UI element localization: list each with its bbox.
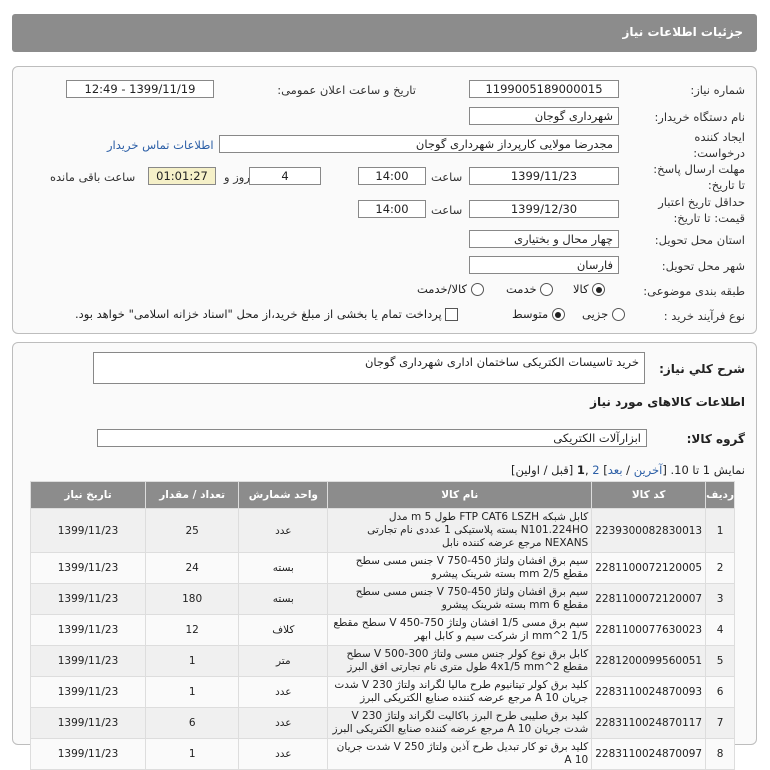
cell-code: 2283110024870097: [592, 739, 706, 770]
cell-date: 1399/11/23: [31, 708, 146, 739]
cell-qty: 24: [146, 553, 239, 584]
purchase-medium-radio[interactable]: [552, 308, 565, 321]
items-table: [30, 481, 735, 770]
goods-group-field: ابزارآلات الکتریکی: [97, 429, 647, 447]
col-header-unit: واحد شمارش: [239, 482, 328, 509]
cell-date: 1399/11/23: [31, 615, 146, 646]
table-row[interactable]: [31, 677, 735, 708]
table-row[interactable]: [31, 584, 735, 615]
announce-date-field: 1399/11/19 - 12:49: [66, 80, 214, 98]
table-row[interactable]: [31, 708, 735, 739]
buyer-org-label: نام دستگاه خریدار:: [654, 110, 745, 124]
treasury-payment-label: پرداخت تمام یا بخشی از مبلغ خرید،از محل "اسناد خزانه اسلامی" خواهد بود.: [75, 307, 442, 321]
reply-deadline-label: مهلت ارسال پاسخ: تا تاریخ:: [653, 162, 745, 192]
category-option-goods[interactable]: [573, 282, 605, 296]
price-validity-time: 14:00: [358, 200, 426, 218]
col-header-name: نام کالا: [328, 482, 592, 509]
cell-unit: بسته: [239, 584, 328, 615]
remaining-label: ساعت باقی مانده: [50, 170, 136, 184]
province-label: استان محل تحویل:: [654, 233, 745, 247]
cell-unit: کلاف: [239, 615, 328, 646]
cell-row: 8: [706, 739, 735, 770]
cell-row: 5: [706, 646, 735, 677]
table-row[interactable]: [31, 553, 735, 584]
cell-row: 7: [706, 708, 735, 739]
purchase-medium-label: متوسط: [512, 307, 549, 321]
cell-qty: 6: [146, 708, 239, 739]
cell-code: 2281100072120005: [592, 553, 706, 584]
category-goods-service-radio[interactable]: [471, 283, 484, 296]
cell-date: 1399/11/23: [31, 646, 146, 677]
col-header-code: کد کالا: [592, 482, 706, 509]
pagination-page-separator: ,: [584, 463, 593, 477]
cell-qty: 12: [146, 615, 239, 646]
cell-date: 1399/11/23: [31, 739, 146, 770]
cell-row: 6: [706, 677, 735, 708]
cell-unit: عدد: [239, 739, 328, 770]
cell-date: 1399/11/23: [31, 584, 146, 615]
announce-date-label: تاریخ و ساعت اعلان عمومی:: [277, 83, 416, 97]
page-header: [12, 14, 757, 52]
buyer-contact-link[interactable]: اطلاعات تماس خریدار: [107, 138, 214, 152]
cell-row: 2: [706, 553, 735, 584]
cell-name: کابل شبکه FTP CAT6 LSZH طول 5 m مدل N101.224HO بسته پلاستیکی 1 عددی نام تجارتی NEXANS مرجع عرضه کننده نابل: [328, 509, 592, 553]
pagination-separator: /: [622, 463, 634, 477]
cell-date: 1399/11/23: [31, 553, 146, 584]
cell-name: سیم برق افشان ولتاژ 450-750 V جنس مسی سطح مقطع 2/5 mm بسته شرینک پیشرو: [328, 553, 592, 584]
pagination-prefix: نمایش 1 تا 10. [: [662, 463, 745, 477]
cell-unit: متر: [239, 646, 328, 677]
purchase-type-option-medium[interactable]: [512, 307, 565, 321]
purchase-small-label: جزیی: [582, 307, 609, 321]
goods-info-title: اطلاعات کالاهای مورد نیاز: [590, 395, 745, 409]
pagination-suffix: [قبل / اولین]: [510, 463, 577, 477]
cell-name: کلید برق تو کار تبدیل طرح آذین ولتاژ 250 V شدت جریان 10 A: [328, 739, 592, 770]
reply-time-label: ساعت: [431, 170, 463, 184]
cell-code: 2281200099560051: [592, 646, 706, 677]
cell-date: 1399/11/23: [31, 509, 146, 553]
cell-qty: 25: [146, 509, 239, 553]
cell-row: 4: [706, 615, 735, 646]
remaining-time-field: 01:01:27: [148, 167, 216, 185]
cell-name: کلید برق کولر تیتانیوم طرح مالیا لگراند ولتاژ 230 V شدت جریان 10 A مرجع عرضه کننده صنایع الکتریکی البرز: [328, 677, 592, 708]
table-row[interactable]: [31, 739, 735, 770]
cell-name: سیم برق مسی 1/5 افشان ولتاژ 750-450 V سطح مقطع 1/5 mm^2 از شرکت سیم و کابل ابهر: [328, 615, 592, 646]
price-validity-date: 1399/12/30: [469, 200, 619, 218]
treasury-payment-checkbox[interactable]: [445, 308, 458, 321]
cell-code: 2283110024870117: [592, 708, 706, 739]
price-validity-label: حداقل تاریخ اعتبار قیمت: تا تاریخ:: [658, 195, 745, 225]
pagination-next-link[interactable]: بعد: [607, 463, 623, 477]
col-header-row: ردیف: [706, 482, 735, 509]
page-title: جزئیات اطلاعات نیاز: [622, 25, 743, 39]
purchase-type-label: نوع فرآیند خرید :: [663, 309, 745, 323]
table-row[interactable]: [31, 615, 735, 646]
creator-label: ایجاد کننده درخواست:: [693, 130, 745, 160]
cell-name: کابل برق نوع کولر جنس مسی ولتاژ 300-500 V سطح مقطع 4x1/5 mm^2 طول متری نام تجارتی افق البرز: [328, 646, 592, 677]
category-option-service[interactable]: [506, 282, 553, 296]
goods-group-label: گروه کالا:: [686, 432, 745, 446]
cell-unit: عدد: [239, 677, 328, 708]
province-field: چهار محال و بختیاری: [469, 230, 619, 248]
cell-row: 3: [706, 584, 735, 615]
city-field: فارسان: [469, 256, 619, 274]
cell-row: 1: [706, 509, 735, 553]
cell-qty: 1: [146, 677, 239, 708]
cell-code: 2283110024870093: [592, 677, 706, 708]
pagination-page-2-link[interactable]: 2: [592, 463, 600, 477]
cell-date: 1399/11/23: [31, 677, 146, 708]
need-desc-label: شرح کلي نياز:: [659, 362, 745, 376]
cell-qty: 180: [146, 584, 239, 615]
need-number-field: 1199005189000015: [469, 80, 619, 98]
category-service-radio[interactable]: [540, 283, 553, 296]
cell-name: کلید برق صلیبی طرح البرز باکالیت لگراند ولتاژ 230 V شدت جریان 10 A مرجع عرضه کننده صنایع الکتریکی البرز: [328, 708, 592, 739]
cell-unit: عدد: [239, 509, 328, 553]
pagination: [511, 463, 745, 477]
category-option-goods-service[interactable]: [417, 282, 484, 296]
pagination-current-page: 1: [576, 463, 585, 477]
need-number-label: شماره نیاز:: [690, 83, 745, 97]
items-table-body: [31, 509, 735, 770]
purchase-small-radio[interactable]: [612, 308, 625, 321]
reply-deadline-date: 1399/11/23: [469, 167, 619, 185]
category-goods-radio[interactable]: [592, 283, 605, 296]
cell-unit: بسته: [239, 553, 328, 584]
creator-field: مجدرضا مولایی کارپرداز شهرداری گوجان: [219, 135, 619, 153]
price-validity-time-label: ساعت: [431, 203, 463, 217]
col-header-qty: تعداد / مقدار: [146, 482, 239, 509]
cell-code: 2281100077630023: [592, 615, 706, 646]
col-header-date: تاریخ نیاز: [31, 482, 146, 509]
purchase-type-option-small[interactable]: [582, 307, 625, 321]
items-table-header: [31, 482, 735, 509]
cell-code: 2239300082830013: [592, 509, 706, 553]
buyer-org-field: شهرداری گوجان: [469, 107, 619, 125]
cell-code: 2281100072120007: [592, 584, 706, 615]
category-label: طبقه بندی موضوعی:: [643, 284, 745, 298]
cell-qty: 1: [146, 739, 239, 770]
pagination-mid: ]: [599, 463, 608, 477]
reply-deadline-time: 14:00: [358, 167, 426, 185]
cell-name: سیم برق افشان ولتاژ 450-750 V جنس مسی سطح مقطع 6 mm بسته شرینک پیشرو: [328, 584, 592, 615]
cell-qty: 1: [146, 646, 239, 677]
table-row[interactable]: [31, 509, 735, 553]
treasury-payment-option[interactable]: [75, 307, 458, 321]
pagination-last-link[interactable]: آخرین: [633, 463, 663, 477]
remaining-days-field: 4: [249, 167, 321, 185]
cell-unit: عدد: [239, 708, 328, 739]
days-label: روز و: [224, 170, 250, 184]
table-row[interactable]: [31, 646, 735, 677]
city-label: شهر محل تحویل:: [661, 259, 745, 273]
category-goods-service-label: کالا/خدمت: [417, 282, 468, 296]
need-desc-field: خرید تاسیسات الکتریکی ساختمان اداری شهرداری گوجان: [93, 352, 645, 384]
category-service-label: خدمت: [506, 282, 537, 296]
category-goods-label: کالا: [573, 282, 589, 296]
